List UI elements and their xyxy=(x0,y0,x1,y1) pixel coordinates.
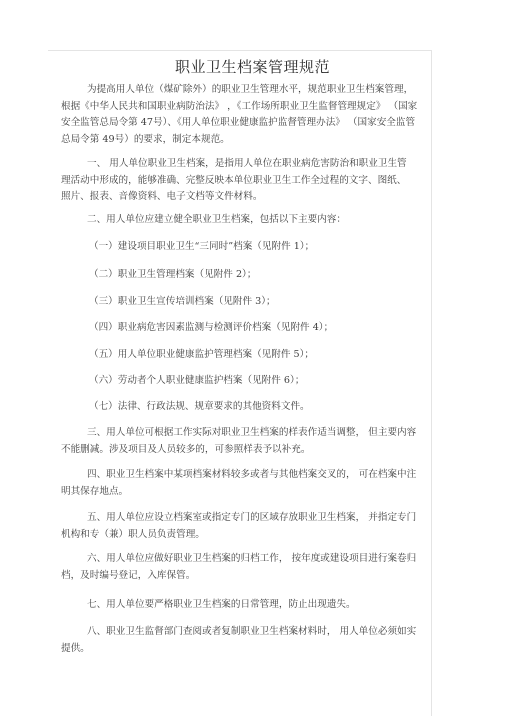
list-item: （四）职业病危害因素监测与检测评价档案（见附件 4）； xyxy=(89,322,334,333)
section-line: 提供。 xyxy=(61,642,90,654)
section-line: 六、用人单位应做好职业卫生档案的归档工作， 按年度或建设项目进行案卷归 xyxy=(87,553,417,564)
list-item: （六）劳动者个人职业健康监护档案（见附件 6）； xyxy=(89,375,305,386)
intro-line: 安全监管总局令第 47号）、《用人单位职业健康监护监督管理办法》 （国家安全监管 xyxy=(61,117,416,128)
list-item: （二）职业卫生管理档案（见附件 2）； xyxy=(89,269,257,280)
section-line: 七、用人单位要严格职业卫生档案的日常管理，防止出现遗失。 xyxy=(87,599,356,610)
section-line: 机构和专（兼）职人员负责管理。 xyxy=(61,528,205,540)
intro-paragraph xyxy=(61,82,433,148)
section-line: 理活动中形成的，能够准确、完整反映本单位职业卫生工作全过程的文字、图纸、 xyxy=(61,174,407,186)
intro-line: 总局令第 49号）的要求，制定本规范。 xyxy=(61,133,230,145)
section-line: 照片、报表、音像资料、电子文档等文件材料。 xyxy=(61,191,263,202)
section-line: 不能删减。涉及项目及人员较多的，可参照样表予以补充。 xyxy=(61,443,311,455)
section-3-paragraph xyxy=(61,425,433,458)
section-5-paragraph xyxy=(61,510,433,543)
section-1-paragraph xyxy=(61,156,433,206)
section-line: 八、职业卫生监督部门查阅或者复制职业卫生档案材料时， 用人单位必须如实 xyxy=(87,626,417,637)
section-2-heading xyxy=(61,212,433,229)
section-6-paragraph xyxy=(61,551,433,584)
intro-line: 为提高用人单位（煤矿除外）的职业卫生管理水平，规范职业卫生档案管理， xyxy=(87,84,414,95)
list-item: （一）建设项目职业卫生“三同时”档案（见附件 1）； xyxy=(89,241,315,252)
section-8-paragraph xyxy=(61,624,433,657)
list-item: （五）用人单位职业健康监护管理档案（见附件 5）； xyxy=(89,349,315,360)
section-line: 一、 用人单位职业卫生档案，是指用人单位在职业病危害防治和职业卫生管 xyxy=(87,158,407,169)
section-line: 四、职业卫生档案中某项档案材料较多或者与其他档案交叉的， 可在档案中注 xyxy=(87,469,417,480)
list-item: （七）法律、行政法规、规章要求的其他资料文件。 xyxy=(89,401,310,412)
section-7-paragraph xyxy=(61,597,433,614)
section-line: 五、用人单位应设立档案室或指定专门的区域存放职业卫生档案， 并指定专门 xyxy=(87,512,417,523)
list-item: （三）职业卫生宣传培训档案（见附件 3）； xyxy=(89,296,276,307)
section-line: 档，及时编号登记，入库保管。 xyxy=(61,569,196,581)
page-title: 职业卫生档案管理规范 xyxy=(174,58,330,76)
section-4-paragraph xyxy=(61,467,433,500)
section-line: 二、用人单位应建立健全职业卫生档案，包括以下主要内容： xyxy=(87,214,347,225)
section-line: 三、用人单位可根据工作实际对职业卫生档案的样表作适当调整， 但主要内容 xyxy=(87,427,417,438)
section-line: 明其保存地点。 xyxy=(61,485,129,497)
intro-line: 根据《中华人民共和国职业病防治法》 ，《工作场所职业卫生监督管理规定》 （国家 xyxy=(61,100,418,112)
